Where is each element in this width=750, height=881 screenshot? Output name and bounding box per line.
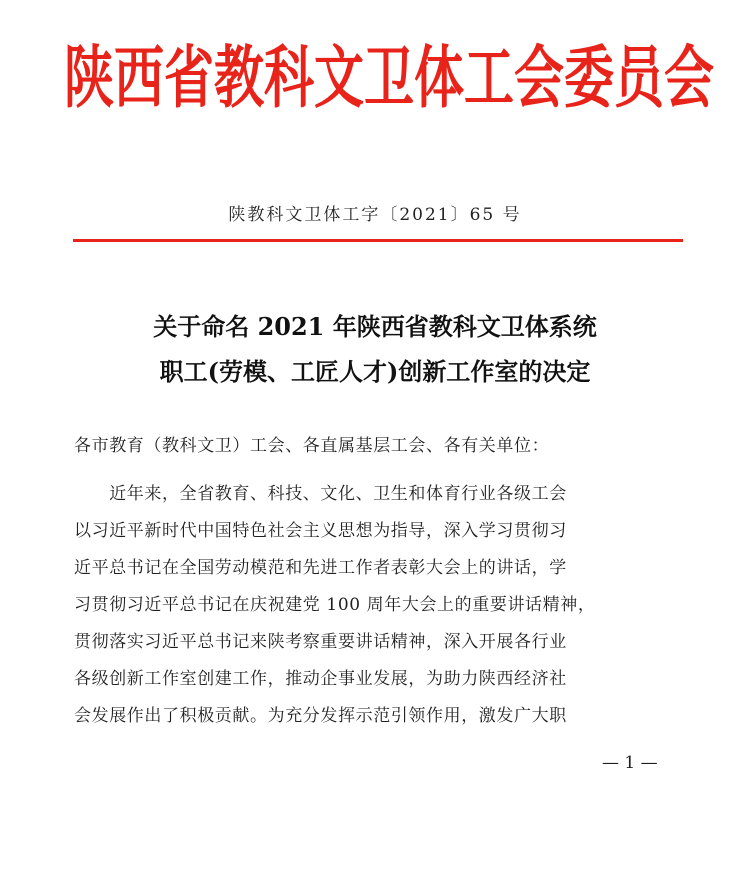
- salutation: 各市教育（教科文卫）工会、各直属基层工会、各有关单位：: [74, 436, 550, 456]
- paragraph-line: 近平总书记在全国劳动模范和先进工作者表彰大会上的讲话，学: [74, 558, 567, 578]
- paragraph-line: 以习近平新时代中国特色社会主义思想为指导，深入学习贯彻习: [74, 521, 567, 541]
- paragraph-line: 各级创新工作室创建工作，推动企事业发展，为助力陕西经济社: [74, 669, 567, 689]
- paragraph-line: 近年来，全省教育、科技、文化、卫生和体育行业各级工会: [74, 484, 567, 504]
- organization-header: 陕西省教科文卫体工会委员会: [64, 39, 714, 118]
- red-divider-line: [73, 239, 683, 242]
- paragraph-line: 会发展作出了积极贡献。为充分发挥示范引领作用，激发广大职: [74, 706, 567, 726]
- page-number: — 1 —: [602, 753, 658, 773]
- document-title-line-2: 职工(劳模、工匠人才)创新工作室的决定: [159, 357, 591, 386]
- document-number: 陕教科文卫体工字〔2021〕65 号: [228, 205, 522, 225]
- paragraph-line: 习贯彻习近平总书记在庆祝建党 100 周年大会上的重要讲话精神，: [74, 595, 596, 615]
- paragraph-line: 贯彻落实习近平总书记来陕考察重要讲话精神，深入开展各行业: [74, 632, 567, 652]
- document-title-line-1: 关于命名 2021 年陕西省教科文卫体系统: [153, 312, 597, 341]
